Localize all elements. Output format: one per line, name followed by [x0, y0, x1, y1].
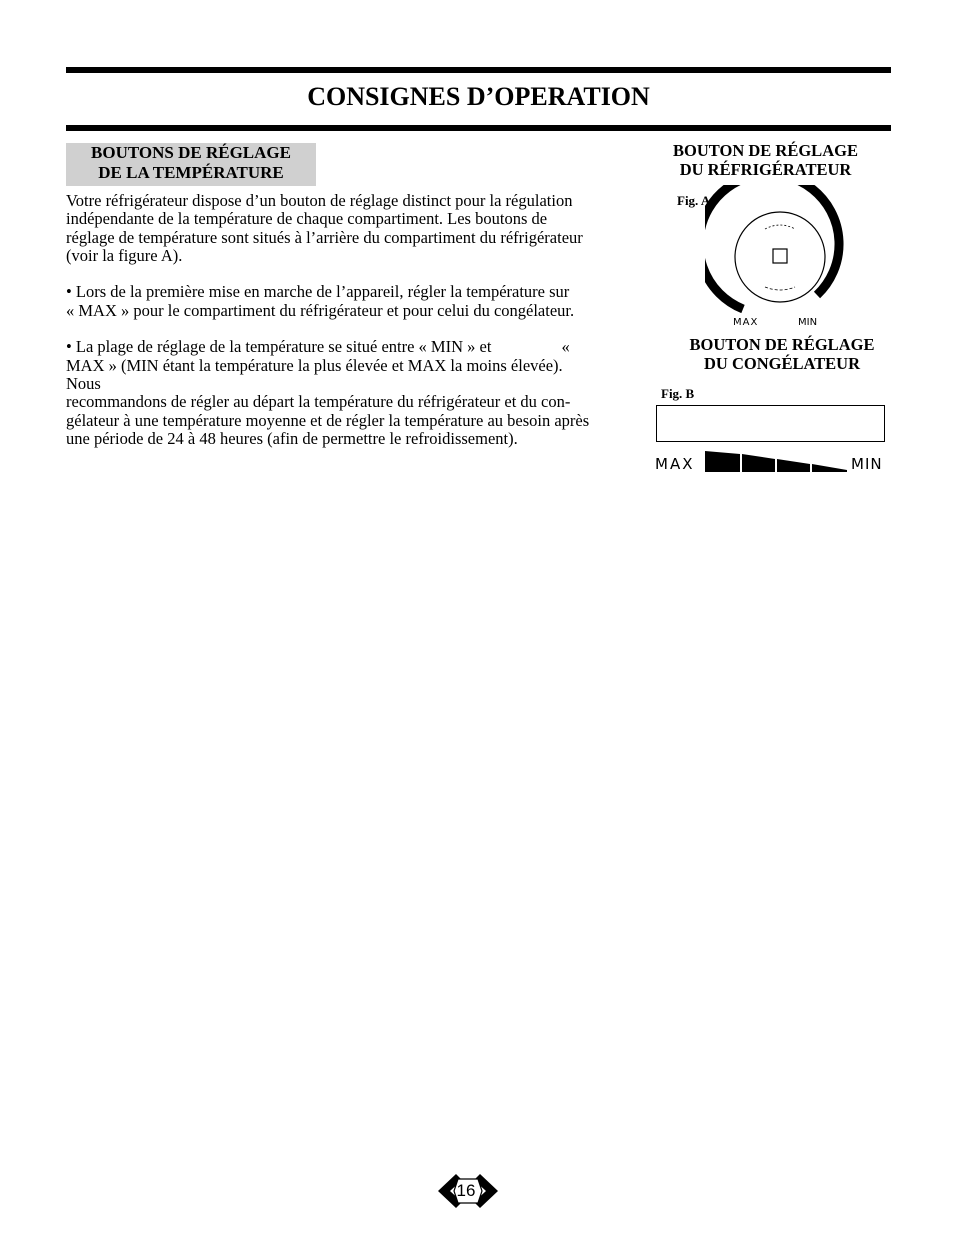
scale-wedge-segment	[777, 459, 810, 472]
text-line: • La plage de réglage de la température se situé entre « MIN » et	[66, 337, 492, 357]
text-line: recommandons de régler au départ la température du réfrigérateur et du con-	[66, 392, 571, 412]
freezer-knob-title	[664, 335, 900, 373]
section-heading-line2: DE LA TEMPÉRATURE	[98, 163, 284, 182]
instructions-text	[66, 192, 656, 448]
fridge-knob-title-line1: BOUTON DE RÉGLAGE	[673, 141, 858, 160]
text-line: indépendante de la température de chaque compartiment. Les boutons de	[66, 209, 548, 229]
text-line: une période de 24 à 48 heures (afin de permettre le refroidissement).	[66, 428, 518, 448]
section-heading-line1: BOUTONS DE RÉGLAGE	[91, 143, 291, 162]
text-line: • Lors de la première mise en marche de l’appareil, régler la température sur	[66, 282, 570, 302]
text-line: «	[561, 337, 570, 357]
dial-top-mark	[765, 225, 795, 229]
fridge-knob-title-line2: DU RÉFRIGÉRATEUR	[679, 160, 852, 179]
dial-outer-arc	[705, 185, 839, 309]
text-line: MAX » (MIN étant la température la plus élevée et MAX la moins élevée).	[66, 355, 563, 375]
paragraph-first-startup	[66, 283, 656, 320]
scale-min-label: MIN	[851, 455, 883, 473]
scale-wedge-segment	[812, 464, 847, 472]
freezer-control-box	[656, 405, 885, 442]
freezer-knob-title-line2: DU CONGÉLATEUR	[703, 354, 860, 373]
figure-b-label: Fig. B	[661, 386, 695, 401]
dial-bottom-mark	[765, 287, 795, 290]
dial-min-label: MIN	[798, 317, 818, 328]
fridge-dial-figure	[705, 185, 845, 330]
text-line: Votre réfrigérateur dispose d’un bouton de réglage distinct pour la régulation	[66, 191, 573, 210]
text-line: « MAX » pour le compartiment du réfrigérateur et pour celui du congélateur.	[66, 300, 575, 320]
freezer-knob-title-line1: BOUTON DE RÉGLAGE	[689, 335, 875, 354]
page-number: 16	[456, 1181, 476, 1200]
text-line: (voir la figure A).	[66, 245, 183, 265]
dial-center-square	[773, 249, 787, 263]
paragraph-range	[66, 338, 656, 448]
title-bottom-rule	[66, 125, 891, 131]
fridge-knob-title	[648, 141, 883, 179]
paragraph-intro	[66, 192, 656, 265]
page-title: CONSIGNES D’OPERATION	[307, 82, 650, 111]
scale-max-label: MAX	[655, 455, 695, 473]
section-heading	[66, 143, 316, 186]
dial-max-label: MAX	[733, 317, 759, 328]
top-rule	[66, 67, 891, 73]
text-line: Nous	[66, 373, 101, 393]
scale-wedge-segment	[742, 454, 775, 472]
figure-a-label: Fig. A	[677, 193, 711, 208]
text-line: gélateur à une température moyenne et de régler la température au besoin après	[66, 410, 590, 430]
scale-wedge-segment	[705, 451, 740, 472]
text-line: réglage de température sont situés à l’arrière du compartiment du réfrigérateur	[66, 227, 583, 247]
